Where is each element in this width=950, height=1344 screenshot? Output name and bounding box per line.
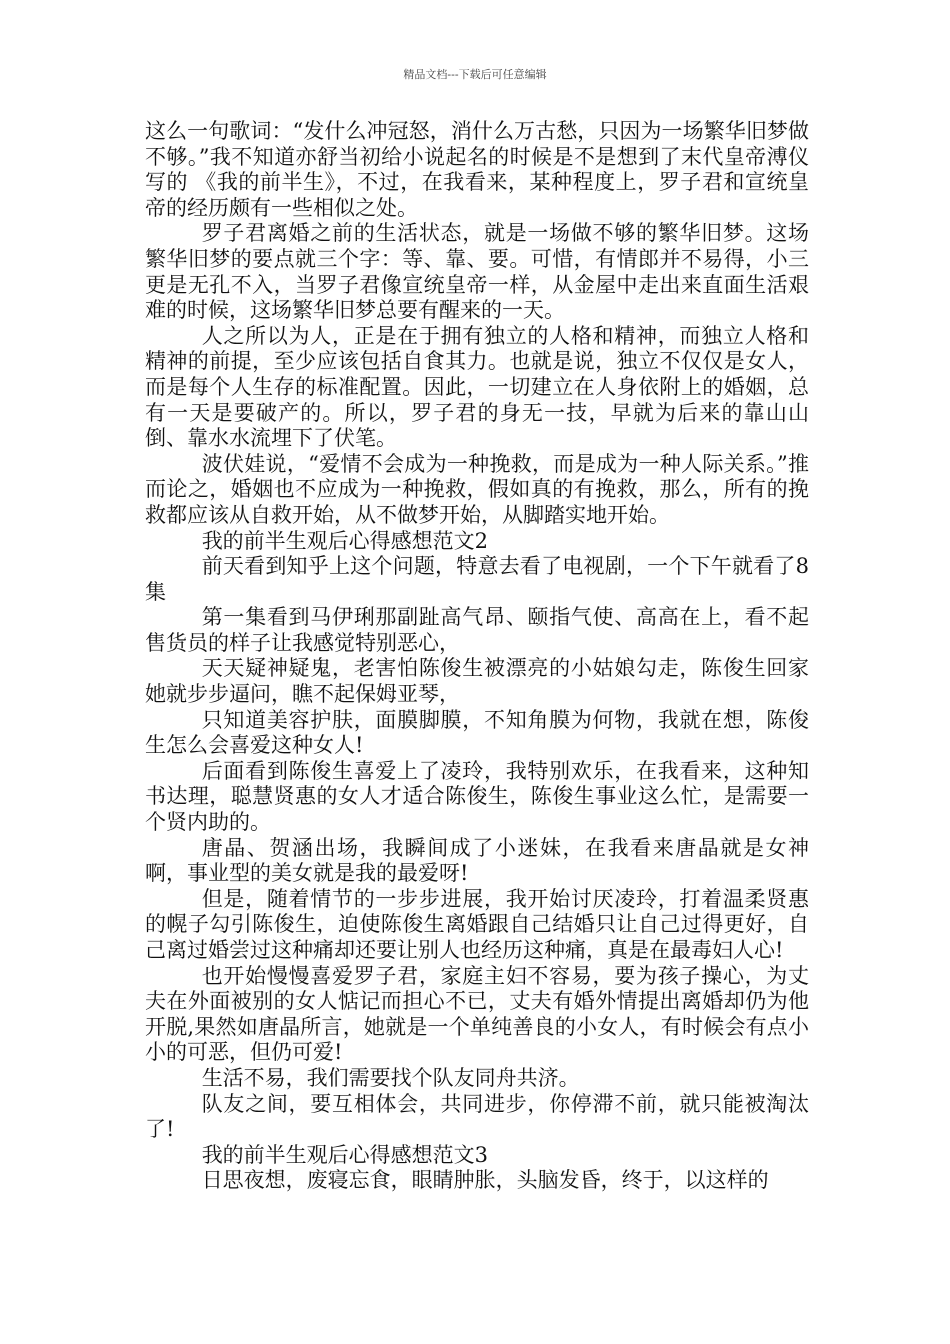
paragraph: 第一集看到马伊琍那副趾高气昂、颐指气使、高高在上，看不起售货员的样子让我感觉特别恶心，: [145, 605, 809, 655]
paragraph: 日思夜想，废寝忘食，眼睛肿胀，头脑发昏，终于，以这样的: [201, 1168, 769, 1193]
paragraph: 这么一句歌词：“发什么冲冠怒，消什么万古愁，只因为一场繁华旧梦做不够。”我不知道亦舒当初给小说起名的时候是不是想到了末代皇帝溥仪写的 《我的前半生》，不过，在我看来，某种程度上，罗子君和宣统皇帝的经历颇有一些相似之处。: [145, 119, 809, 220]
paragraph: 队友之间，要互相体会，共同进步，你停滞不前，就只能被淘汰了!: [145, 1091, 809, 1142]
section-heading: 我的前半生观后心得感想范文3: [201, 1142, 489, 1167]
document-body: [145, 119, 809, 1194]
section-heading: 我的前半生观后心得感想范文2: [201, 528, 489, 553]
paragraph: 人之所以为人，正是在于拥有独立的人格和精神，而独立人格和精神的前提，至少应该包括自食其力。也就是说，独立不仅仅是女人，而是每个人生存的标准配置。因此，一切建立在人身依附上的婚姻，总有一天是要破产的。所以，罗子君的身无一技，早就为后来的靠山山倒、靠水水流埋下了伏笔。: [145, 323, 809, 451]
paragraph: 波伏娃说，“爱情不会成为一种挽救，而是成为一种人际关系。”推而论之，婚姻也不应成为一种挽救，假如真的有挽救，那么，所有的挽救都应该从自救开始，从不做梦开始，从脚踏实地开始。: [145, 451, 809, 527]
paragraph: 罗子君离婚之前的生活状态，就是一场做不够的繁华旧梦。这场繁华旧梦的要点就三个字：等、靠、要。可惜，有情郎并不易得，小三更是无孔不入，当罗子君像宣统皇帝一样，从金屋中走出来直面生活艰难的时候，这场繁华旧梦总要有醒来的一天。: [145, 221, 809, 323]
paragraph: 只知道美容护肤，面膜脚膜，不知角膜为何物，我就在想，陈俊生怎么会喜爱这种女人!: [145, 707, 809, 758]
paragraph: 后面看到陈俊生喜爱上了凌玲，我特别欢乐，在我看来，这种知书达理，聪慧贤惠的女人才适合陈俊生，陈俊生事业这么忙，是需要一个贤内助的。: [145, 758, 809, 835]
paragraph: 也开始慢慢喜爱罗子君，家庭主妇不容易，要为孩子操心，为丈夫在外面被别的女人惦记而担心不已，丈夫有婚外情提出离婚却仍为他开脱,果然如唐晶所言，她就是一个单纯善良的小女人，有时候会有点小小的可恶，但仍可爱!: [145, 963, 809, 1065]
paragraph: 天天疑神疑鬼，老害怕陈俊生被漂亮的小姑娘勾走，陈俊生回家她就步步逼问，瞧不起保姆亚琴，: [145, 656, 809, 707]
paragraph: 前天看到知乎上这个问题，特意去看了电视剧，一个下午就看了8集: [145, 554, 809, 604]
paragraph: 生活不易，我们需要找个队友同舟共济。: [201, 1065, 580, 1090]
paragraph: 唐晶、贺涵出场，我瞬间成了小迷妹，在我看来唐晶就是女神啊，事业型的美女就是我的最爱呀!: [145, 835, 809, 886]
page-header: 精品文档---下载后可任意编辑: [403, 68, 547, 81]
paragraph: 但是，随着情节的一步步进展，我开始讨厌凌玲，打着温柔贤惠的幌子勾引陈俊生，迫使陈俊生离婚跟自己结婚只让自己过得更好，自己离过婚尝过这种痛却还要让别人也经历这种痛，真是在最毒妇人心!: [145, 886, 809, 962]
